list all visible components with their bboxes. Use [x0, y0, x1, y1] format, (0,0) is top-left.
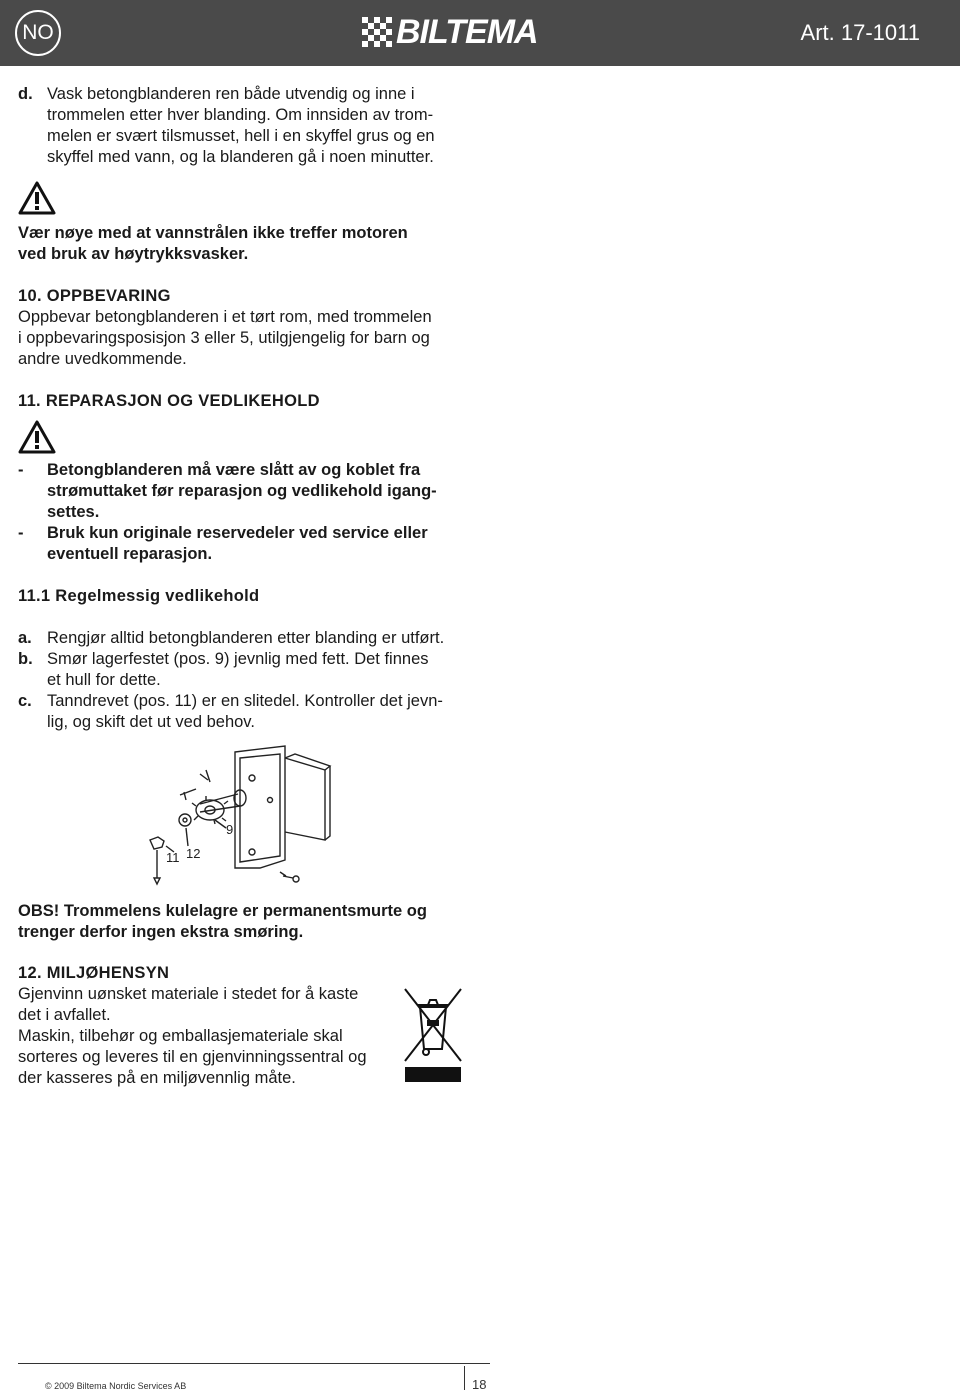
text-line: Tanndrevet (pos. 11) er en slitedel. Kontroller det jevn- — [47, 692, 443, 710]
maintenance-item-b — [18, 649, 478, 691]
footer-copyright: © 2009 Biltema Nordic Services AB — [45, 1381, 187, 1391]
brand-logo — [362, 15, 602, 51]
obs-note — [18, 901, 488, 943]
text-line: det i avfallet. — [18, 1006, 111, 1024]
item-letter: a. — [18, 629, 32, 647]
warning-original-parts — [18, 523, 478, 565]
text-line: trenger derfor ingen ekstra smøring. — [18, 923, 304, 941]
text-line: OBS! Trommelens kulelagre er permanentsmurte og — [18, 902, 427, 920]
gear-assembly-diagram — [140, 740, 470, 890]
step-letter: d. — [18, 85, 33, 103]
page-header — [0, 0, 960, 66]
text-line: sorteres og leveres til en gjenvinningssentral og — [18, 1048, 367, 1066]
text-line: Bruk kun originale reservedeler ved service eller — [47, 524, 428, 542]
item-letter: c. — [18, 692, 32, 710]
article-number: Art. 17-1011 — [800, 20, 920, 45]
warning-line: ved bruk av høytrykksvasker. — [18, 245, 249, 263]
subsection-11-1-heading: 11.1 Regelmessig vedlikehold — [18, 587, 260, 605]
section-title: OPPBEVARING — [46, 287, 171, 305]
page-number: 18 — [472, 1377, 487, 1392]
section-title: REPARASJON OG VEDLIKEHOLD — [45, 392, 320, 410]
text-line: et hull for dette. — [47, 671, 161, 689]
section-10-text — [18, 307, 478, 370]
dash-bullet: - — [18, 461, 24, 479]
section-10-heading — [18, 286, 478, 307]
footer-rule — [18, 1363, 490, 1364]
section-number: 12. — [18, 964, 42, 982]
footer-divider — [464, 1366, 465, 1390]
text-line: Maskin, tilbehør og emballasjemateriale skal — [18, 1027, 343, 1045]
text-line: settes. — [47, 503, 100, 521]
part-label: 11 — [166, 850, 180, 865]
text-line: Betongblanderen må være slått av og koblet fra — [47, 461, 421, 479]
warning-disconnect — [18, 460, 478, 523]
part-label: 12 — [186, 846, 201, 861]
item-letter: b. — [18, 650, 33, 668]
text-line: Rengjør alltid betongblanderen etter blanding er utført. — [47, 629, 445, 647]
text-line: der kasseres på en miljøvennlig måte. — [18, 1069, 296, 1087]
maintenance-item-c — [18, 691, 478, 733]
step-d-line: Vask betongblanderen ren både utvendig og inne i — [47, 85, 415, 103]
text-line: lig, og skift det ut ved behov. — [47, 713, 255, 731]
checkered-flag-icon — [362, 17, 394, 49]
text-line: Smør lagerfestet (pos. 9) jevnlig med fett. Det finnes — [47, 650, 429, 668]
part-label: 9 — [226, 822, 234, 837]
text-line: Gjenvinn uønsket materiale i stedet for å kaste — [18, 985, 359, 1003]
text-line: eventuell reparasjon. — [47, 545, 213, 563]
dash-bullet: - — [18, 524, 24, 542]
warning-triangle-icon — [18, 181, 56, 215]
brand-name: BILTEMA — [396, 13, 538, 51]
section-12 — [18, 963, 398, 1089]
step-d-line: melen er svært tilsmusset, hell i en skyffel grus og en — [47, 127, 435, 145]
text-line: strømuttaket før reparasjon og vedlikehold igang- — [47, 482, 437, 500]
section-11-heading — [18, 391, 478, 412]
step-d-line: skyffel med vann, og la blanderen gå i noen minutter. — [47, 148, 434, 166]
warning-washer — [18, 223, 478, 265]
text-line: andre uvedkommende. — [18, 350, 187, 368]
step-d — [18, 84, 478, 168]
text-line: i oppbevaringsposisjon 3 eller 5, utilgjengelig for barn og — [18, 329, 430, 347]
language-badge: NO — [15, 10, 61, 56]
text-line: Oppbevar betongblanderen i et tørt rom, med trommelen — [18, 308, 432, 326]
section-title: MILJØHENSYN — [46, 964, 170, 982]
crossed-out-wheelie-bin-icon — [404, 985, 462, 1083]
warning-line: Vær nøye med at vannstrålen ikke treffer motoren — [18, 224, 408, 242]
section-12-heading — [18, 963, 398, 984]
section-number: 10. — [18, 287, 42, 305]
main-content — [18, 84, 478, 733]
section-number: 11. — [18, 392, 41, 410]
maintenance-item-a — [18, 628, 478, 649]
step-d-line: trommelen etter hver blanding. Om innsiden av trom- — [47, 106, 434, 124]
warning-triangle-icon — [18, 420, 56, 454]
